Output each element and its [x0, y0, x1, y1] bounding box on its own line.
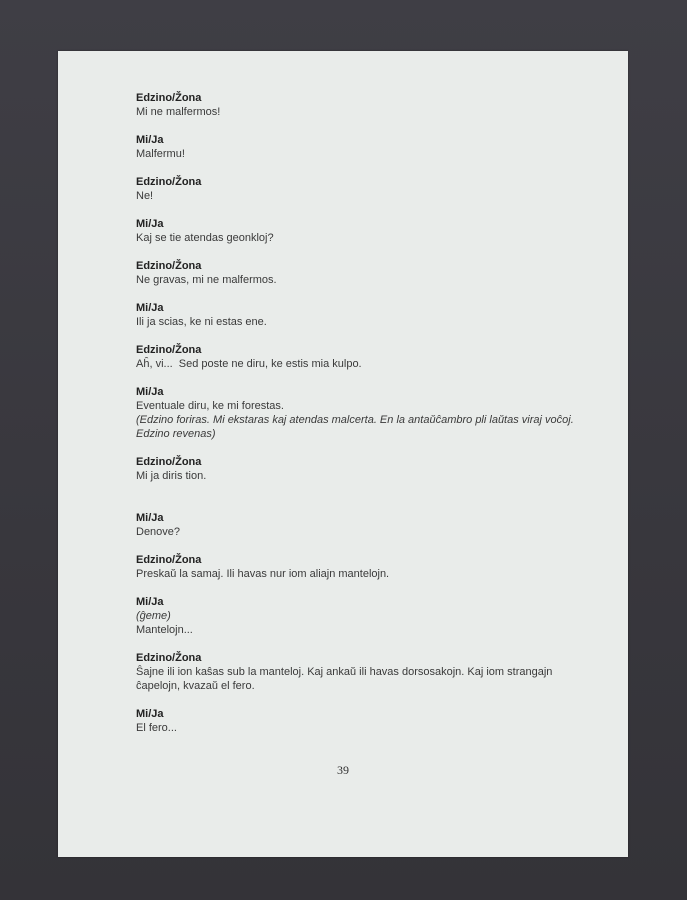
speaker-name: Edzino/Žona — [136, 344, 202, 356]
speaker-name: Mi/Ja — [136, 596, 164, 608]
dialogue-line: Mi ja diris tion. — [136, 470, 207, 482]
page-number: 39 — [337, 763, 349, 777]
dialogue-entry — [136, 91, 606, 119]
dialogue-entry — [136, 455, 606, 483]
dialogue-line: Eventuale diru, ke mi forestas. — [136, 400, 284, 412]
speaker-name: Edzino/Žona — [136, 260, 202, 272]
dialogue-entry — [136, 511, 606, 539]
dialogue-content — [136, 91, 606, 749]
dialogue-line: Ne gravas, mi ne malfermos. — [136, 274, 277, 286]
speaker-name: Edzino/Žona — [136, 652, 202, 664]
dialogue-entry — [136, 553, 606, 581]
stage-direction: (ĝeme) — [136, 610, 171, 622]
dialogue-line: Ŝajne ili ion kaŝas sub la manteloj. Kaj ankaŭ ili havas dorsosakojn. Kaj iom strangajn — [136, 666, 553, 678]
dialogue-entry — [136, 217, 606, 245]
dialogue-entry — [136, 133, 606, 161]
speaker-name: Mi/Ja — [136, 218, 164, 230]
dialogue-entry — [136, 707, 606, 735]
speaker-name: Mi/Ja — [136, 386, 164, 398]
dialogue-entry — [136, 385, 606, 441]
dialogue-line: Aĥ, vi... Sed poste ne diru, ke estis mia kulpo. — [136, 358, 362, 370]
dialogue-entry — [136, 651, 606, 693]
speaker-name: Mi/Ja — [136, 708, 164, 720]
dialogue-line: Ili ja scias, ke ni estas ene. — [136, 316, 267, 328]
speaker-name: Edzino/Žona — [136, 456, 202, 468]
dialogue-line: Malfermu! — [136, 148, 185, 160]
dialogue-entry — [136, 301, 606, 329]
dialogue-entry — [136, 175, 606, 203]
dialogue-entry — [136, 595, 606, 637]
speaker-name: Mi/Ja — [136, 302, 164, 314]
stage-direction: Edzino revenas) — [136, 428, 216, 440]
dialogue-line: El fero... — [136, 722, 177, 734]
speaker-name: Edzino/Žona — [136, 176, 202, 188]
speaker-name: Edzino/Žona — [136, 92, 202, 104]
dialogue-line: Denove? — [136, 526, 181, 538]
dialogue-line: ĉapelojn, kvazaŭ el fero. — [136, 680, 255, 692]
speaker-name: Mi/Ja — [136, 134, 164, 146]
dialogue-line: Mantelojn... — [136, 624, 193, 636]
stage-direction: (Edzino foriras. Mi ekstaras kaj atendas malcerta. En la antaŭĉambro pli laŭtas viraj voĉoj. — [136, 414, 574, 426]
dialogue-line: Ne! — [136, 190, 154, 202]
dialogue-entry — [136, 259, 606, 287]
document-page — [58, 51, 628, 857]
speaker-name: Mi/Ja — [136, 512, 164, 524]
dialogue-line: Preskaŭ la samaj. Ili havas nur iom aliajn mantelojn. — [136, 568, 390, 580]
dialogue-line: Kaj se tie atendas geonkloj? — [136, 232, 274, 244]
speaker-name: Edzino/Žona — [136, 554, 202, 566]
dialogue-line: Mi ne malfermos! — [136, 106, 221, 118]
dialogue-entry — [136, 343, 606, 371]
